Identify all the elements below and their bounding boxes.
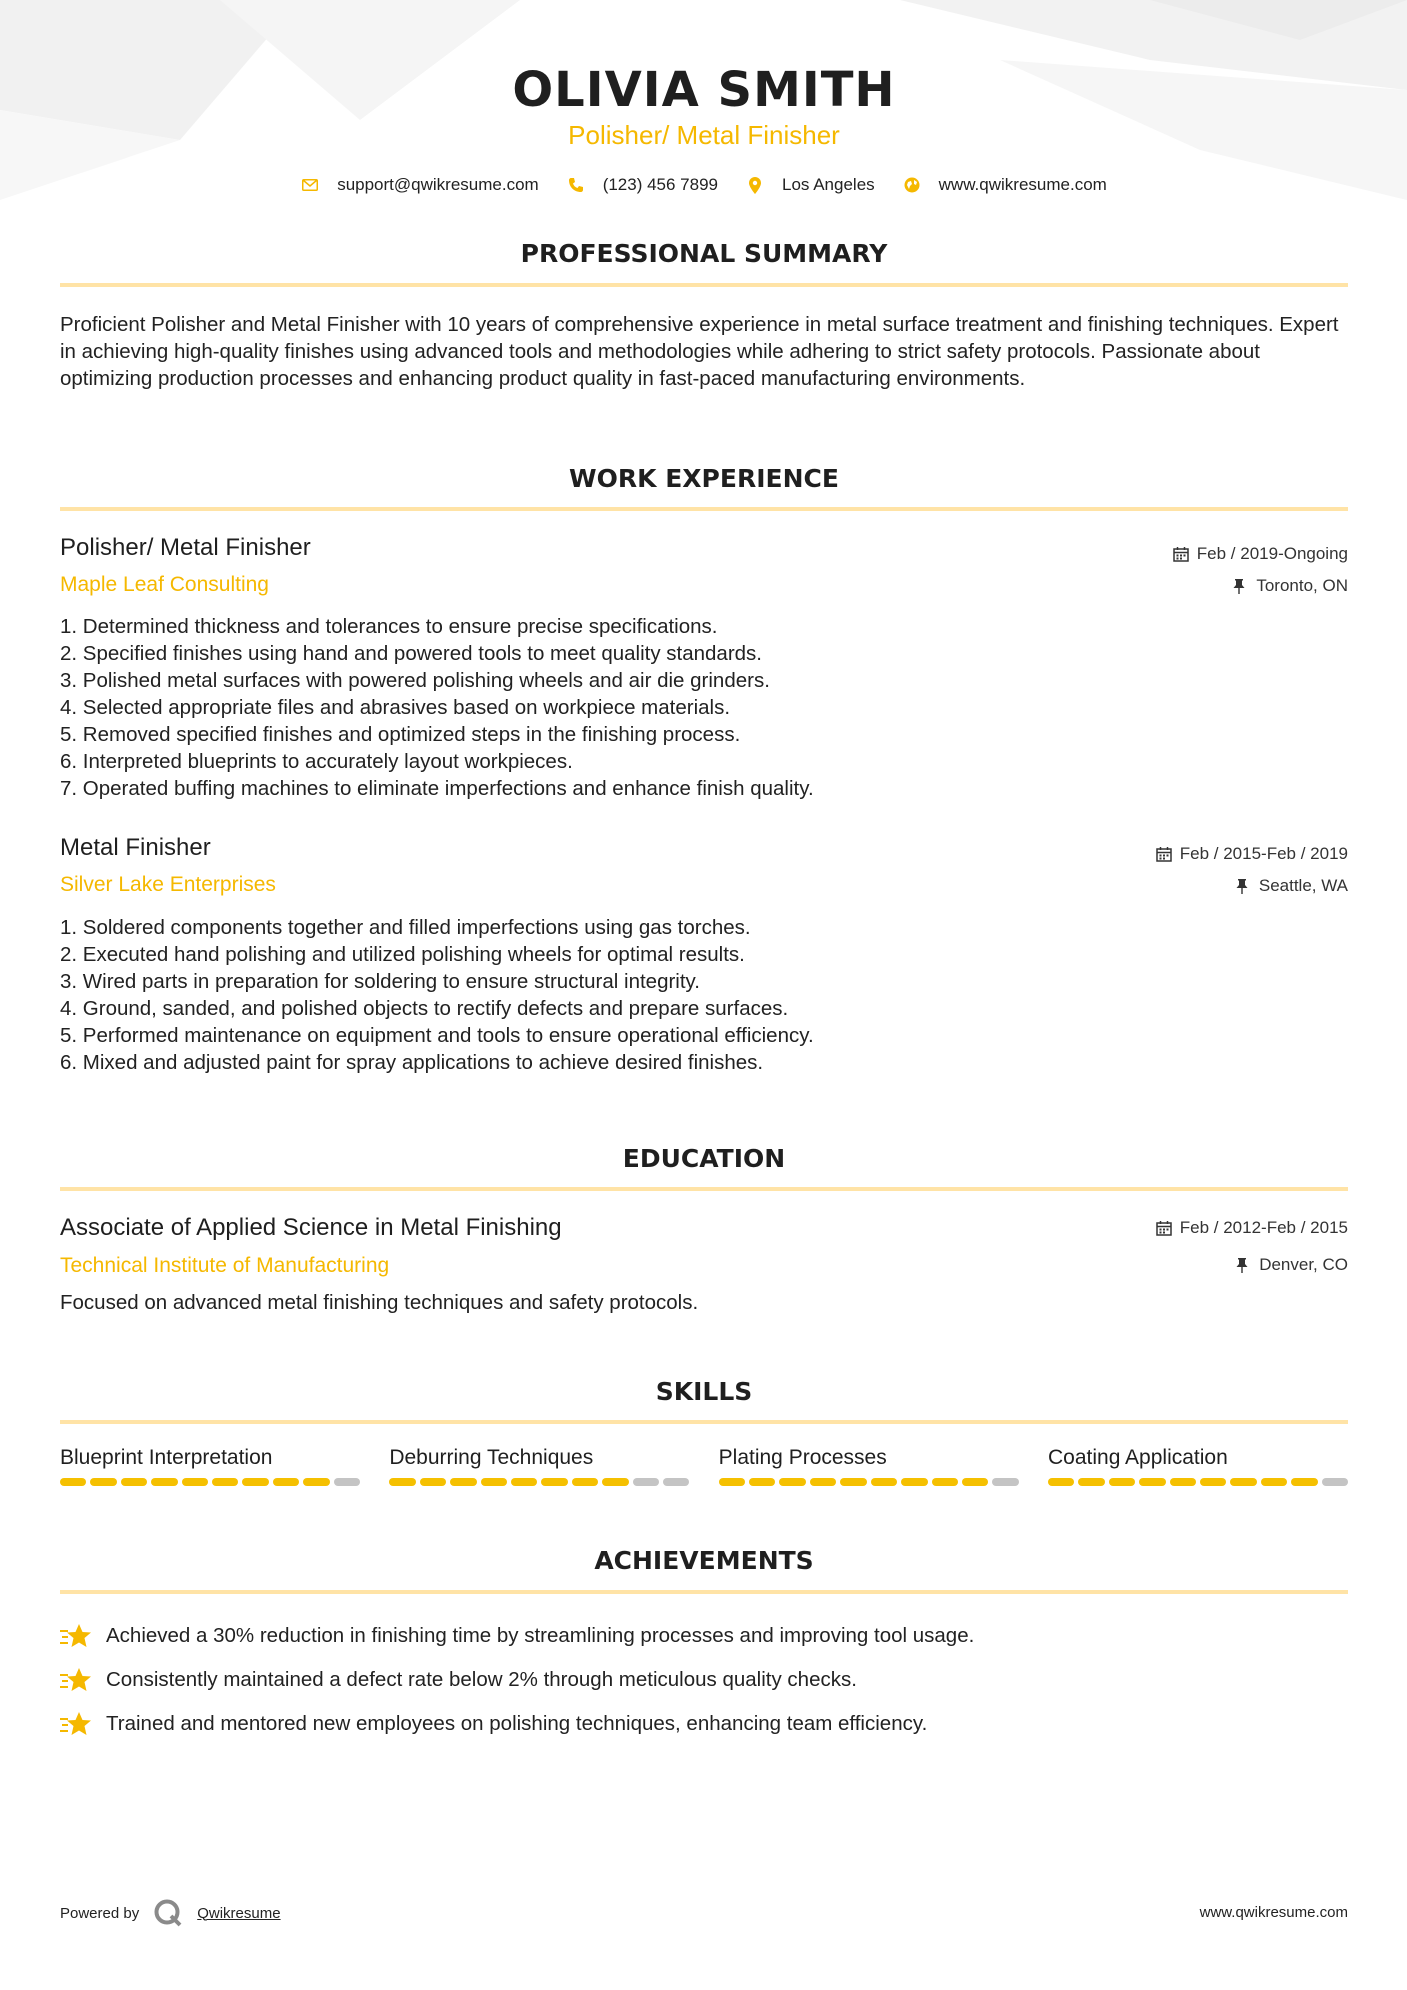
contact-website-text: www.qwikresume.com bbox=[938, 175, 1107, 194]
list-item: 2. Executed hand polishing and utilized polishing wheels for optimal results. bbox=[60, 943, 745, 966]
list-item: 3. Wired parts in preparation for soldering to ensure structural integrity. bbox=[60, 970, 700, 993]
skill-segment-filled bbox=[901, 1478, 927, 1486]
skills-heading: SKILLS bbox=[655, 1377, 753, 1406]
skill-segment-filled bbox=[212, 1478, 238, 1486]
skill-segment-filled bbox=[871, 1478, 897, 1486]
list-item bbox=[60, 1614, 974, 1658]
list-item: 6. Interpreted blueprints to accurately layout workpieces. bbox=[60, 750, 573, 773]
education-dates bbox=[1156, 1217, 1348, 1239]
skill-item bbox=[719, 1444, 1019, 1486]
skills-grid bbox=[60, 1444, 1348, 1486]
skill-segment-filled bbox=[541, 1478, 567, 1486]
calendar-icon bbox=[1173, 546, 1189, 562]
list-item: 1. Soldered components together and filled imperfections using gas torches. bbox=[60, 916, 751, 939]
skill-segment-filled bbox=[389, 1478, 415, 1486]
skill-segment-filled bbox=[182, 1478, 208, 1486]
skill-segment-filled bbox=[1139, 1478, 1165, 1486]
education-location bbox=[1235, 1254, 1348, 1276]
contact-email-text: support@qwikresume.com bbox=[337, 175, 539, 194]
star-icon bbox=[60, 1666, 92, 1694]
contact-location-text: Los Angeles bbox=[782, 175, 875, 194]
education-description: Focused on advanced metal finishing techniques and safety protocols. bbox=[60, 1291, 699, 1314]
achievement-text: Achieved a 30% reduction in finishing time by streamlining processes and improving tool usage. bbox=[106, 1624, 975, 1647]
candidate-title: Polisher/ Metal Finisher bbox=[568, 120, 840, 150]
contact-location bbox=[746, 175, 875, 195]
powered-by-label: Powered by bbox=[60, 1904, 140, 1922]
pushpin-icon bbox=[1232, 578, 1248, 594]
summary-rule bbox=[60, 283, 1348, 287]
skill-segment-empty bbox=[334, 1478, 360, 1486]
list-item: 3. Polished metal surfaces with powered polishing wheels and air die grinders. bbox=[60, 669, 770, 692]
contact-phone-text: (123) 456 7899 bbox=[602, 175, 719, 194]
achievements-rule bbox=[60, 1590, 1348, 1594]
phone-icon bbox=[567, 176, 585, 194]
skill-segment-filled bbox=[840, 1478, 866, 1486]
summary-heading: PROFESSIONAL SUMMARY bbox=[520, 239, 888, 268]
skill-segment-filled bbox=[719, 1478, 745, 1486]
job-bullets bbox=[60, 914, 814, 1076]
star-icon bbox=[60, 1622, 92, 1650]
skill-level-bar bbox=[60, 1478, 360, 1486]
calendar-icon bbox=[1156, 846, 1172, 862]
job-location bbox=[1232, 575, 1348, 597]
list-item: 4. Ground, sanded, and polished objects to rectify defects and prepare surfaces. bbox=[60, 997, 789, 1020]
pushpin-icon bbox=[1235, 1257, 1251, 1273]
skill-segment-filled bbox=[511, 1478, 537, 1486]
job-location-text: Toronto, ON bbox=[1256, 576, 1348, 595]
skill-segment-filled bbox=[572, 1478, 598, 1486]
school-name: Technical Institute of Manufacturing bbox=[60, 1254, 390, 1277]
skill-name: Blueprint Interpretation bbox=[60, 1446, 273, 1469]
list-item bbox=[60, 1658, 974, 1702]
education-heading: EDUCATION bbox=[622, 1144, 786, 1173]
qwikresume-logo-icon bbox=[153, 1898, 183, 1928]
skill-segment-filled bbox=[303, 1478, 329, 1486]
skill-segment-filled bbox=[273, 1478, 299, 1486]
skill-item bbox=[1048, 1444, 1348, 1486]
skill-level-bar bbox=[1048, 1478, 1348, 1486]
job-company: Silver Lake Enterprises bbox=[60, 873, 276, 896]
skill-segment-filled bbox=[1200, 1478, 1226, 1486]
qwikresume-link[interactable]: Qwikresume bbox=[197, 1904, 281, 1922]
skill-segment-empty bbox=[663, 1478, 689, 1486]
achievements-heading: ACHIEVEMENTS bbox=[594, 1546, 814, 1575]
skill-segment-filled bbox=[1078, 1478, 1104, 1486]
calendar-icon bbox=[1156, 1220, 1172, 1236]
achievement-text: Trained and mentored new employees on polishing techniques, enhancing team efficiency. bbox=[106, 1712, 928, 1735]
education-dates-text: Feb / 2012-Feb / 2015 bbox=[1179, 1218, 1348, 1237]
job-dates bbox=[1173, 543, 1348, 565]
job-title: Metal Finisher bbox=[60, 834, 211, 861]
achievement-text: Consistently maintained a defect rate below 2% through meticulous quality checks. bbox=[106, 1668, 857, 1691]
skill-segment-filled bbox=[602, 1478, 628, 1486]
job-title: Polisher/ Metal Finisher bbox=[60, 534, 311, 561]
skill-segment-filled bbox=[450, 1478, 476, 1486]
skill-segment-empty bbox=[992, 1478, 1018, 1486]
skill-segment-filled bbox=[779, 1478, 805, 1486]
job-dates bbox=[1156, 843, 1348, 865]
list-item: 1. Determined thickness and tolerances to ensure precise specifications. bbox=[60, 615, 718, 638]
skill-segment-filled bbox=[1261, 1478, 1287, 1486]
skill-item bbox=[389, 1444, 689, 1486]
pushpin-icon bbox=[1235, 878, 1251, 894]
contact-phone[interactable] bbox=[567, 175, 718, 195]
job-location bbox=[1235, 875, 1348, 897]
list-item: 5. Performed maintenance on equipment and tools to ensure operational efficiency. bbox=[60, 1024, 814, 1047]
skill-segment-filled bbox=[481, 1478, 507, 1486]
skill-name: Deburring Techniques bbox=[389, 1446, 594, 1469]
skill-name: Plating Processes bbox=[718, 1446, 887, 1469]
skill-level-bar bbox=[719, 1478, 1019, 1486]
skill-segment-filled bbox=[1170, 1478, 1196, 1486]
skill-segment-filled bbox=[90, 1478, 116, 1486]
skill-segment-filled bbox=[60, 1478, 86, 1486]
skill-segment-filled bbox=[1230, 1478, 1256, 1486]
list-item: 7. Operated buffing machines to eliminate imperfections and enhance finish quality. bbox=[60, 777, 814, 800]
skill-segment-filled bbox=[1109, 1478, 1135, 1486]
skill-segment-filled bbox=[1291, 1478, 1317, 1486]
list-item bbox=[60, 1702, 974, 1746]
job-dates-text: Feb / 2015-Feb / 2019 bbox=[1179, 844, 1348, 863]
skill-segment-filled bbox=[962, 1478, 988, 1486]
skill-name: Coating Application bbox=[1047, 1446, 1228, 1469]
email-icon bbox=[301, 176, 319, 194]
skill-item bbox=[60, 1444, 360, 1486]
job-company: Maple Leaf Consulting bbox=[60, 573, 269, 596]
skill-segment-filled bbox=[749, 1478, 775, 1486]
list-item: 6. Mixed and adjusted paint for spray applications to achieve desired finishes. bbox=[60, 1051, 764, 1074]
skill-segment-filled bbox=[242, 1478, 268, 1486]
list-item: 2. Specified finishes using hand and powered tools to meet quality standards. bbox=[60, 642, 762, 665]
list-item: 5. Removed specified finishes and optimized steps in the finishing process. bbox=[60, 723, 741, 746]
skill-segment-filled bbox=[151, 1478, 177, 1486]
skill-segment-empty bbox=[1322, 1478, 1348, 1486]
skill-segment-empty bbox=[633, 1478, 659, 1486]
skill-segment-filled bbox=[420, 1478, 446, 1486]
skills-rule bbox=[60, 1420, 1348, 1424]
job-location-text: Seattle, WA bbox=[1258, 876, 1348, 895]
job-bullets bbox=[60, 613, 814, 802]
globe-icon bbox=[903, 176, 921, 194]
education-rule bbox=[60, 1187, 1348, 1191]
skill-segment-filled bbox=[810, 1478, 836, 1486]
star-icon bbox=[60, 1710, 92, 1738]
skill-segment-filled bbox=[121, 1478, 147, 1486]
location-icon bbox=[746, 176, 764, 194]
summary-text: Proficient Polisher and Metal Finisher with 10 years of comprehensive experience in metal surface treatment and finishing techniques. Expert in achieving high-quality finishes using advanced tools and methodologies while adhering to strict safety protocols. Passionate about optimizing production processes and enhancing product quality in fast-paced manufacturing environments. bbox=[60, 313, 1339, 390]
achievements-list bbox=[60, 1614, 974, 1746]
education-location-text: Denver, CO bbox=[1259, 1255, 1348, 1274]
list-item: 4. Selected appropriate files and abrasives based on workpiece materials. bbox=[60, 696, 731, 719]
skill-segment-filled bbox=[932, 1478, 958, 1486]
footer-website[interactable]: www.qwikresume.com bbox=[1199, 1904, 1348, 1921]
experience-rule bbox=[60, 507, 1348, 511]
contact-email[interactable] bbox=[301, 175, 539, 195]
skill-level-bar bbox=[389, 1478, 689, 1486]
footer-powered-by bbox=[60, 1898, 281, 1928]
candidate-name: OLIVIA SMITH bbox=[512, 62, 896, 118]
job-dates-text: Feb / 2019-Ongoing bbox=[1196, 544, 1348, 563]
degree-title: Associate of Applied Science in Metal Finishing bbox=[60, 1214, 562, 1241]
skill-segment-filled bbox=[1048, 1478, 1074, 1486]
contact-website[interactable] bbox=[903, 175, 1107, 195]
experience-heading: WORK EXPERIENCE bbox=[569, 464, 839, 493]
contact-bar bbox=[60, 170, 1348, 200]
